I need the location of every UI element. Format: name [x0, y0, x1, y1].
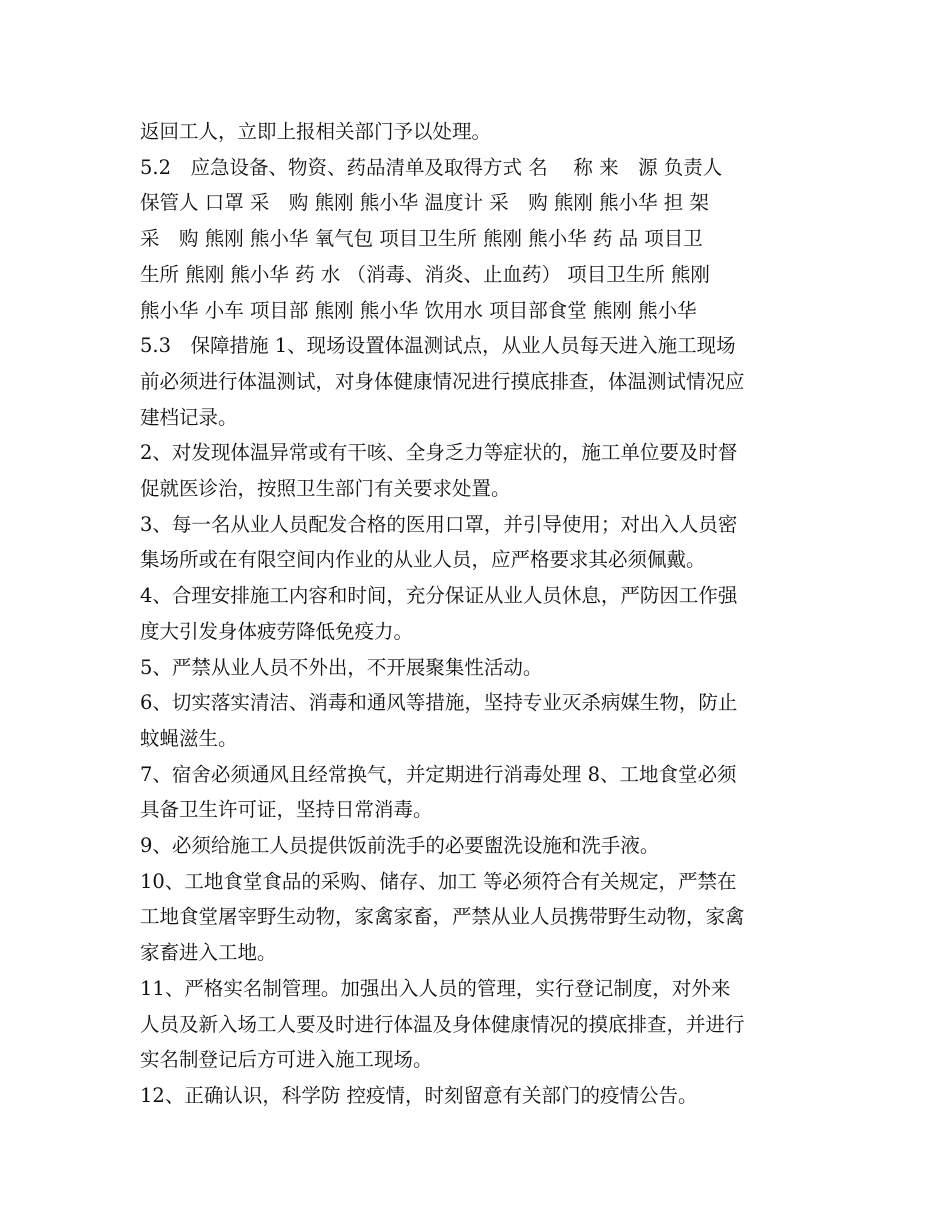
text-line: 度大引发身体疲劳降低免疫力。: [140, 619, 414, 643]
text-line: 12、正确认识，科学防 控疫情，时刻留意有关部门的疫情公告。: [140, 1083, 698, 1107]
text-line: 2、对发现体温异常或有干咳、全身乏力等症状的，施工单位要及时督: [140, 441, 738, 465]
text-line: 10、工地食堂食品的采购、储存、加工 等必须符合有关规定，严禁在: [140, 869, 737, 893]
text-line: 熊小华 小车 项目部 熊刚 熊小华 饮用水 项目部食堂 熊刚 熊小华: [140, 298, 697, 322]
text-line: 采 购 熊刚 熊小华 氧气包 项目卫生所 熊刚 熊小华 药 品 项目卫: [140, 227, 703, 251]
text-line: 3、每一名从业人员配发合格的医用口罩，并引导使用；对出入人员密: [140, 512, 738, 536]
text-line: 具备卫生许可证，坚持日常消毒。: [140, 798, 433, 822]
text-line: 11、严格实名制管理。加强出入人员的管理，实行登记制度，对外来: [140, 976, 731, 1000]
text-line: 5.2 应急设备、物资、药品清单及取得方式 名 称 来 源 负责人: [140, 155, 723, 179]
text-line: 7、宿舍必须通风且经常换气，并定期进行消毒处理 8、工地食堂必须: [140, 762, 737, 786]
text-line: 家畜进入工地。: [140, 941, 277, 965]
text-line: 生所 熊刚 熊小华 药 水 （消毒、消炎、止血药） 项目卫生所 熊刚: [140, 262, 710, 286]
text-line: 建档记录。: [140, 405, 238, 429]
text-line: 5.3 保障措施 1、现场设置体温测试点，从业人员每天进入施工现场: [140, 334, 736, 358]
text-line: 4、合理安排施工内容和时间，充分保证从业人员休息，严防因工作强: [140, 584, 738, 608]
document-body: [140, 114, 812, 1114]
text-line: 前必须进行体温测试，对身体健康情况进行摸底排查，体温测试情况应: [140, 369, 745, 393]
text-line: 工地食堂屠宰野生动物，家禽家畜，严禁从业人员携带野生动物，家禽: [140, 905, 745, 929]
text-line: 5、严禁从业人员不外出，不开展聚集性活动。: [140, 655, 543, 679]
text-line: 保管人 口罩 采 购 熊刚 熊小华 温度计 采 购 熊刚 熊小华 担 架: [140, 191, 709, 215]
text-line: 返回工人，立即上报相关部门予以处理。: [140, 120, 492, 143]
text-line: 促就医诊治，按照卫生部门有关要求处置。: [140, 477, 511, 501]
text-line: 蚊蝇滋生。: [140, 726, 238, 750]
text-line: 集场所或在有限空间内作业的从业人员，应严格要求其必须佩戴。: [140, 548, 706, 572]
text-line: 实名制登记后方可进入施工现场。: [140, 1048, 433, 1072]
text-line: 人员及新入场工人要及时进行体温及身体健康情况的摸底排查，并进行: [140, 1012, 745, 1036]
text-line: 9、必须给施工人员提供饭前洗手的必要盥洗设施和洗手液。: [140, 834, 660, 858]
text-line: 6、切实落实清洁、消毒和通风等措施，坚持专业灭杀病媒生物，防止: [140, 691, 738, 715]
